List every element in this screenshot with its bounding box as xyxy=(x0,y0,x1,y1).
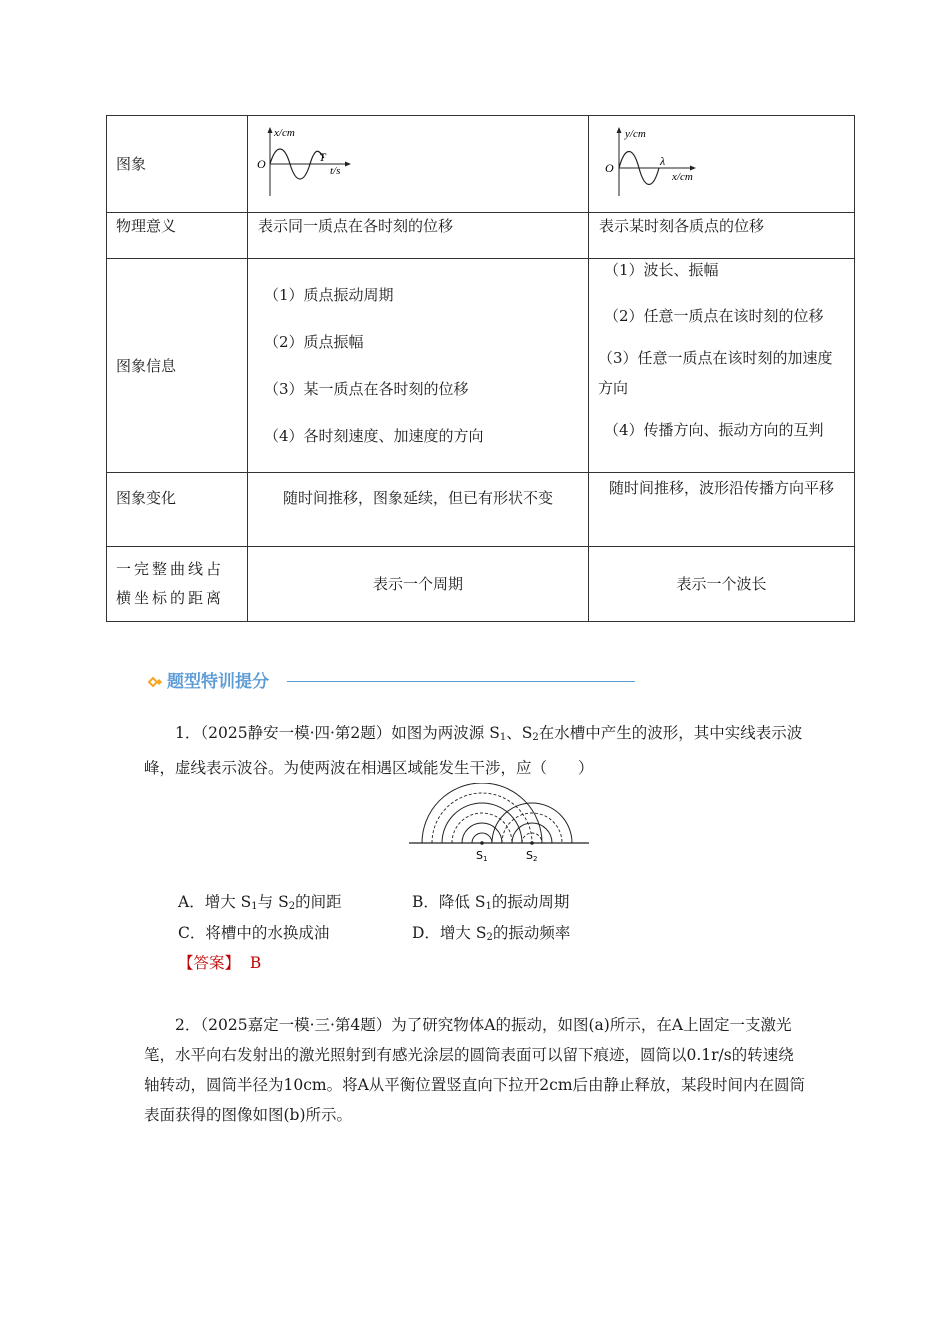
row-label: 图象 xyxy=(107,116,248,213)
option-text: 的振动周期 xyxy=(491,893,570,911)
cell-text: 表示同一质点在各时刻的位移 xyxy=(258,217,454,235)
answer-label: 【答案】 xyxy=(178,954,241,972)
list-item: （2）质点振幅 xyxy=(264,333,364,351)
subscript: 1 xyxy=(499,732,507,743)
wave-graph xyxy=(595,124,715,204)
question-number: 1． xyxy=(175,724,201,742)
section-title: 题型特训提分 xyxy=(167,672,269,692)
question-text: 如图为两波源 xyxy=(391,724,485,742)
option-text: D．增大 xyxy=(412,924,471,942)
wave-origin: O xyxy=(605,161,614,175)
table-row xyxy=(107,473,855,547)
table-row xyxy=(107,213,855,259)
list-item: （3）任意一质点在该时刻的加速度方向 xyxy=(598,349,833,397)
option-text: 与 xyxy=(257,893,274,911)
question-number: 2． xyxy=(175,1016,201,1034)
option-text: A．增大 xyxy=(178,893,236,911)
vibration-graph-cell xyxy=(248,116,589,213)
wave-graph-cell xyxy=(589,116,855,213)
answer-value: B xyxy=(249,954,262,972)
question-2-text xyxy=(144,1010,809,1130)
cell-text: 表示一个周期 xyxy=(372,575,463,593)
section-divider xyxy=(287,681,635,682)
question-text: 为了研究物体A的振动，如图(a)所示，在A上固定一支激光笔，水平向右发射出的激光照射到有感光涂层的圆筒表面可以留下痕迹，圆筒以0.1r/s的转速绕轴转动，圆筒半径为10cm。将A从平衡位置竖直向下拉开2cm后由静止释放，某段时间内在圆筒表面获得的图像如图(b)所示。 xyxy=(144,1016,806,1124)
source-s2-dot xyxy=(530,841,534,845)
fig-label-s1: S1 xyxy=(476,849,488,863)
option-a[interactable] xyxy=(178,891,342,918)
symbol-s1: S xyxy=(474,893,486,911)
vib-y-label: x/cm xyxy=(274,127,295,139)
wave-lambda-mark: λ xyxy=(660,154,666,168)
table-row xyxy=(107,116,855,213)
subscript: 2 xyxy=(486,932,493,943)
symbol-s2: S xyxy=(278,893,289,911)
row-label: 一完整曲线占横坐标的距离 xyxy=(107,547,248,622)
question-1-text xyxy=(144,718,809,783)
wave-x-label: x/cm xyxy=(672,171,693,183)
cell-text: 随时间推移，波形沿传播方向平移 xyxy=(608,479,834,497)
question-source: （2025嘉定一模·三·第4题） xyxy=(200,1016,392,1034)
vib-origin: O xyxy=(257,157,266,171)
symbol-s2: S xyxy=(521,724,533,742)
list-item: （2）任意一质点在该时刻的位移 xyxy=(604,307,824,325)
subscript: 2 xyxy=(288,901,296,912)
row-label: 物理意义 xyxy=(107,213,248,259)
symbol-s1: S xyxy=(489,724,500,742)
row-label: 图象变化 xyxy=(107,473,248,547)
vib-period-mark: T xyxy=(319,150,326,164)
question-text: 在水槽中产生的波形，其中实线表示波峰，虚线表示波谷。为使两波在相遇区域能发生干涉，应（ ） xyxy=(144,724,803,777)
wave-interference-figure xyxy=(405,783,595,865)
row-label: 图象信息 xyxy=(107,259,248,473)
subscript: 2 xyxy=(532,732,539,743)
vibration-graph xyxy=(252,124,372,204)
cell-text: 随时间推移，图象延续，但已有形状不变 xyxy=(282,489,553,507)
source-s1-dot xyxy=(480,841,484,845)
symbol-s1: S xyxy=(240,893,252,911)
list-item: （1）质点振动周期 xyxy=(264,286,394,304)
list-item: （4）传播方向、振动方向的互判 xyxy=(604,421,824,439)
cell-text: 表示某时刻各质点的位移 xyxy=(599,217,765,235)
list-item: （4）各时刻速度、加速度的方向 xyxy=(264,427,484,445)
double-diamond-icon xyxy=(145,674,165,694)
separator: 、 xyxy=(506,724,522,742)
option-b[interactable] xyxy=(412,891,569,918)
table-row xyxy=(107,547,855,622)
option-text: 的间距 xyxy=(295,893,342,911)
cell-text: 表示一个波长 xyxy=(676,575,767,593)
list-item: （1）波长、振幅 xyxy=(604,261,719,279)
subscript: 1 xyxy=(485,901,492,912)
fig-label-s2: S2 xyxy=(526,849,538,863)
comparison-table xyxy=(106,115,855,622)
list-item: （3）某一质点在各时刻的位移 xyxy=(264,380,469,398)
subscript: 1 xyxy=(251,901,258,912)
question-source: （2025静安一模·四·第2题） xyxy=(200,724,392,742)
wave-y-label: y/cm xyxy=(625,128,646,140)
table-row xyxy=(107,259,855,473)
option-text: 的振动频率 xyxy=(492,924,571,942)
vib-x-label: t/s xyxy=(330,165,341,177)
answer xyxy=(178,952,261,974)
option-d[interactable] xyxy=(412,922,570,949)
option-c[interactable]: C．将槽中的水换成油 xyxy=(178,924,330,942)
symbol-s2: S xyxy=(475,924,487,942)
option-text: B．降低 xyxy=(412,893,470,911)
